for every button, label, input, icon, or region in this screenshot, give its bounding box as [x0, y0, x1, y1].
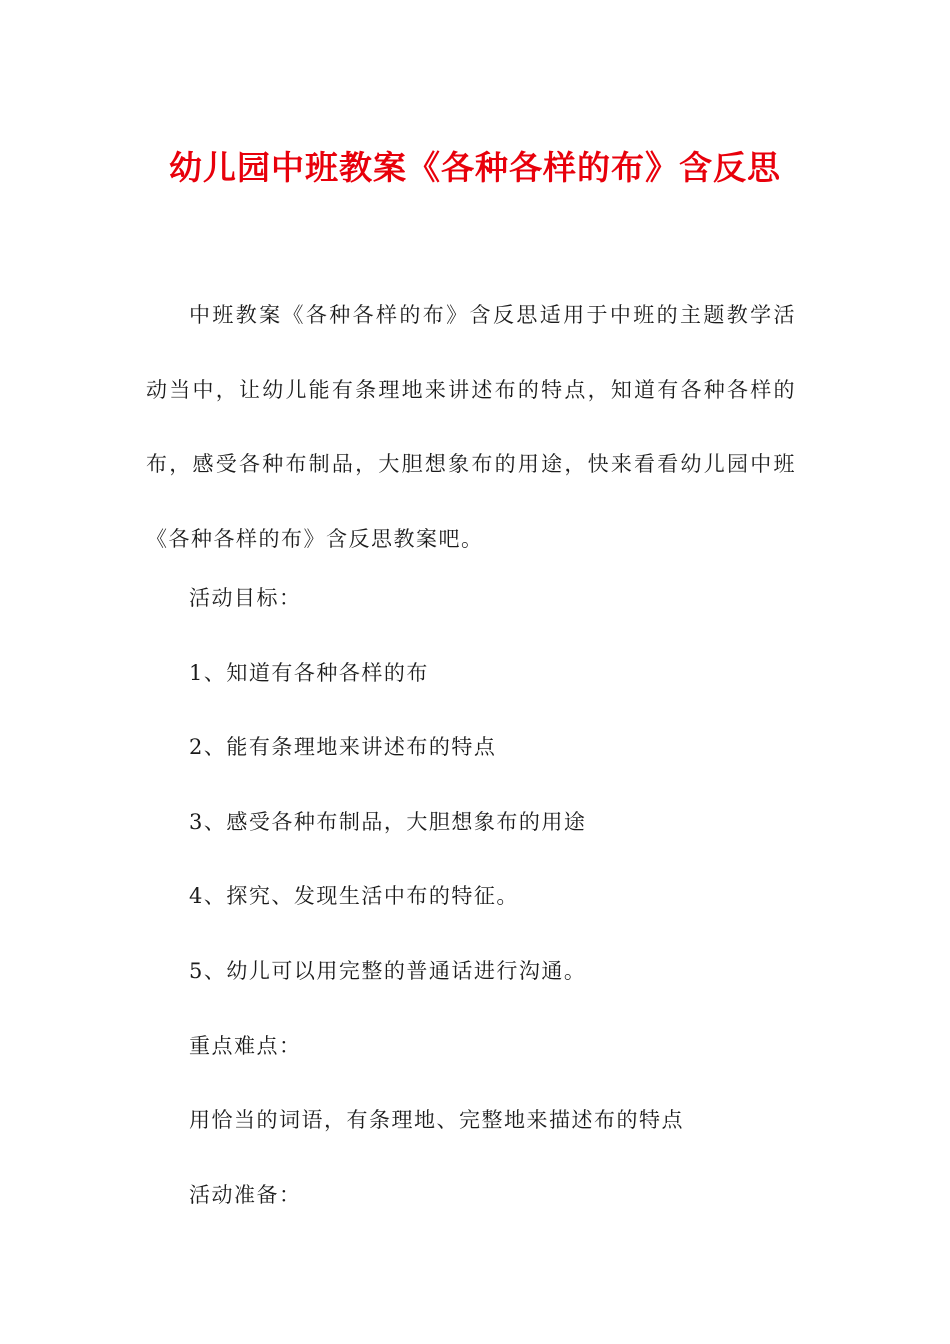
goal-item-2: 2、能有条理地来讲述布的特点	[189, 735, 497, 759]
goal-item-4: 4、探究、发现生活中布的特征。	[189, 884, 519, 908]
goal-item-3: 3、感受各种布制品，大胆想象布的用途	[189, 810, 587, 834]
key-points-heading: 重点难点：	[189, 1034, 302, 1058]
key-points-text: 用恰当的词语，有条理地、完整地来描述布的特点	[189, 1108, 684, 1132]
document-title: 幼儿园中班教案《各种各样的布》含反思	[169, 148, 781, 187]
preparation-heading: 活动准备：	[189, 1183, 302, 1207]
goals-heading: 活动目标：	[189, 586, 302, 610]
intro-paragraph: 中班教案《各种各样的布》含反思适用于中班的主题教学活动当中，让幼儿能有条理地来讲述布的特点，知道有各种各样的布，感受各种布制品，大胆想象布的用途，快来看看幼儿园中班《各种各样的布》含反思教案吧。	[146, 303, 796, 551]
goal-item-5: 5、幼儿可以用完整的普通话进行沟通。	[189, 959, 587, 983]
goal-item-1: 1、知道有各种各样的布	[189, 661, 429, 685]
